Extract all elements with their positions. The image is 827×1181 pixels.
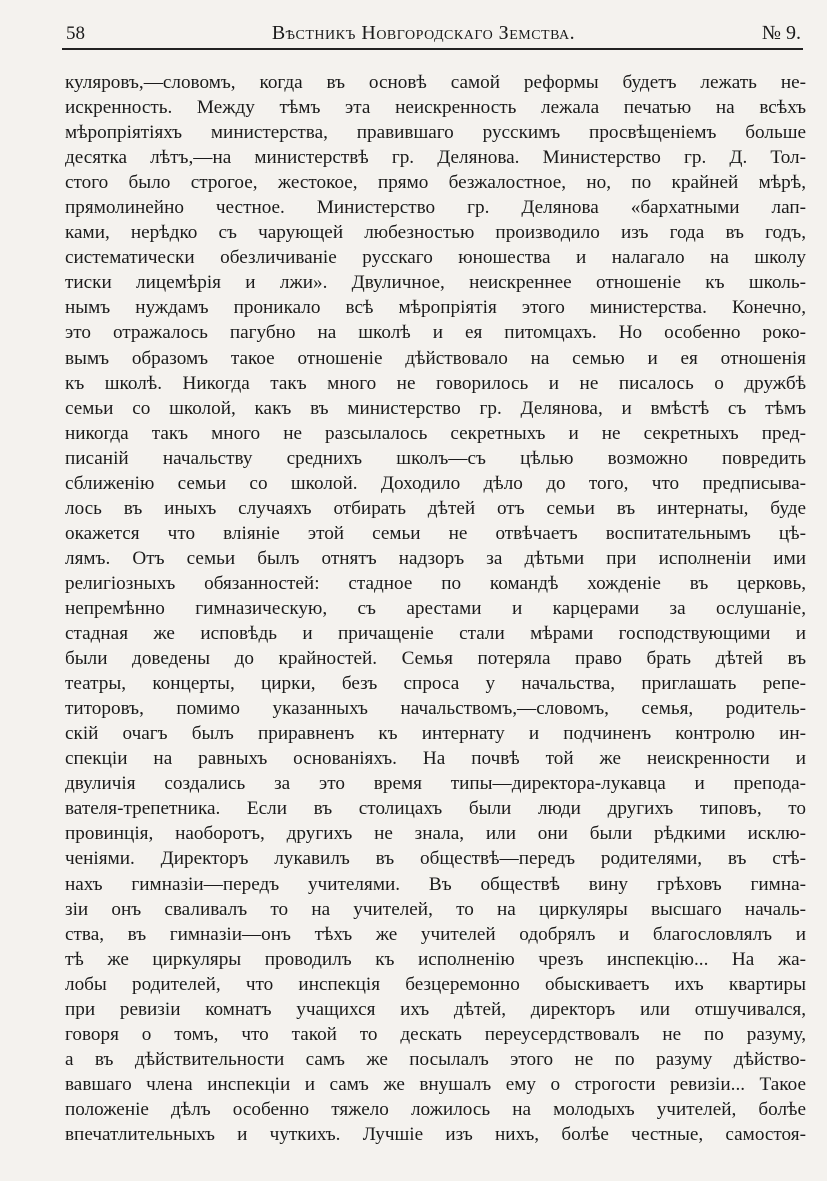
text-line: нымъ нуждамъ проникало всѣ мѣропріятія этого министерства. Конечно, (65, 297, 806, 319)
journal-title: Вѣстникъ Новгородскаго Земства. (271, 22, 576, 44)
text-line: окажется что вліяніе этой семьи не отвѣчаетъ воспитательнымъ цѣ- (65, 522, 806, 544)
text-line: сближенію семьи со школой. Доходило дѣло до того, что предписыва- (65, 472, 806, 494)
text-line: тѣ же циркуляры проводилъ къ исполненію чрезъ инспекцію... На жа- (65, 948, 806, 970)
header-rule (62, 48, 803, 50)
text-line: это отражалось пагубно на школѣ и ея питомцахъ. Но особенно роко- (65, 322, 806, 344)
text-line: провинція, наоборотъ, другихъ не знала, или они были рѣдкими исклю- (65, 823, 806, 845)
text-line: вымъ образомъ такое отношеніе дѣйствовало на семью и ея отношенія (65, 347, 806, 369)
text-line: скій очагъ былъ приравненъ къ интернату и подчиненъ контролю ин- (65, 723, 806, 745)
text-line: вавшаго члена инспекціи и самъ же внушалъ ему о строгости ревизіи... Такое (65, 1073, 806, 1095)
text-line: систематически обезличиваніе русскаго юношества и налагало на школу (65, 247, 806, 269)
text-line: ства, въ гимназіи—онъ тѣхъ же учителей одобрялъ и благословлялъ и (65, 923, 806, 945)
page-number: 58 (66, 23, 85, 44)
text-line: двуличія создались за это время типы—директора-лукавца и препода- (65, 773, 806, 795)
text-line: религіозныхъ обязанностей: стадное по командѣ хожденіе въ церковь, (65, 572, 806, 594)
text-line: никогда такъ много не разсылалось секретныхъ и не секретныхъ пред- (65, 422, 806, 444)
text-line: зіи онъ сваливалъ то на учителей, то на циркуляры высшаго началь- (65, 898, 806, 920)
text-line: ченіями. Директоръ лукавилъ въ обществѣ—передъ родителями, въ стѣ- (65, 848, 806, 870)
text-line: писаній начальству среднихъ школъ—съ цѣлью возможно повредить (65, 447, 806, 469)
text-line: а въ дѣйствительности самъ же посылалъ этого не по разуму дѣйство- (65, 1048, 806, 1070)
text-line: говоря о томъ, что такой то дескать переусердствовалъ не по разуму, (65, 1023, 806, 1045)
text-line: нахъ гимназіи—передъ учителями. Въ обществѣ вину грѣховъ гимна- (65, 873, 806, 895)
text-line: прямолинейно честное. Министерство гр. Делянова «бархатными лап- (65, 197, 806, 219)
text-line: вателя-трепетника. Если въ столицахъ были люди другихъ типовъ, то (65, 798, 806, 820)
text-line: десятка лѣтъ,—на министерствѣ гр. Делянова. Министерство гр. Д. Тол- (65, 147, 806, 169)
text-line: лямъ. Отъ семьи былъ отнятъ надзоръ за дѣтьми при исполненіи ими (65, 547, 806, 569)
text-line: спекціи на равныхъ основаніяхъ. На почвѣ той же неискренности и (65, 748, 806, 770)
text-line: титоровъ, помимо указанныхъ начальствомъ,—словомъ, семья, родитель- (65, 698, 806, 720)
text-line: къ школѣ. Никогда такъ много не говорилось и не писалось о дружбѣ (65, 372, 806, 394)
text-line: мѣропріятіяхъ министерства, правившаго русскимъ просвѣщеніемъ больше (65, 122, 806, 144)
text-line: стадная же исповѣдь и причащеніе стали мѣрами господствующими и (65, 623, 806, 645)
text-line: впечатлительныхъ и чуткихъ. Лучшіе изъ нихъ, болѣе честные, самостоя- (65, 1123, 806, 1145)
text-line: ками, нерѣдко съ чарующей любезностью производило изъ года въ годъ, (65, 222, 806, 244)
text-line: непремѣнно гимназическую, съ арестами и карцерами за ослушаніе, (65, 597, 806, 619)
text-line: стого было строгое, жестокое, прямо безжалостное, но, по крайней мѣрѣ, (65, 172, 806, 194)
text-line: были доведены до крайностей. Семья потеряла право брать дѣтей въ (65, 648, 806, 670)
text-line: семьи со школой, какъ въ министерство гр. Делянова, и вмѣстѣ съ тѣмъ (65, 397, 806, 419)
running-header (66, 20, 801, 46)
text-line: при ревизіи комнатъ учащихся ихъ дѣтей, директоръ или отшучивался, (65, 998, 806, 1020)
text-line: положеніе дѣлъ особенно тяжело ложилось на молодыхъ учителей, болѣе (65, 1098, 806, 1120)
text-line: театры, концерты, цирки, безъ спроса у начальства, приглашать репе- (65, 673, 806, 695)
text-line: лобы родителей, что инспекція безцеремонно обыскиваетъ ихъ квартиры (65, 973, 806, 995)
issue-number: № 9. (761, 22, 801, 44)
text-line: искренность. Между тѣмъ эта неискренность лежала печатью на всѣхъ (65, 97, 806, 119)
body-text (65, 70, 806, 1147)
text-line: лось въ иныхъ случаяхъ отбирать дѣтей отъ семьи въ интернаты, буде (65, 497, 806, 519)
text-line: куляровъ,—словомъ, когда въ основѣ самой реформы будетъ лежать не- (65, 72, 806, 93)
text-line: тиски лицемѣрія и лжи». Двуличное, неискреннее отношеніе къ школь- (65, 272, 806, 294)
